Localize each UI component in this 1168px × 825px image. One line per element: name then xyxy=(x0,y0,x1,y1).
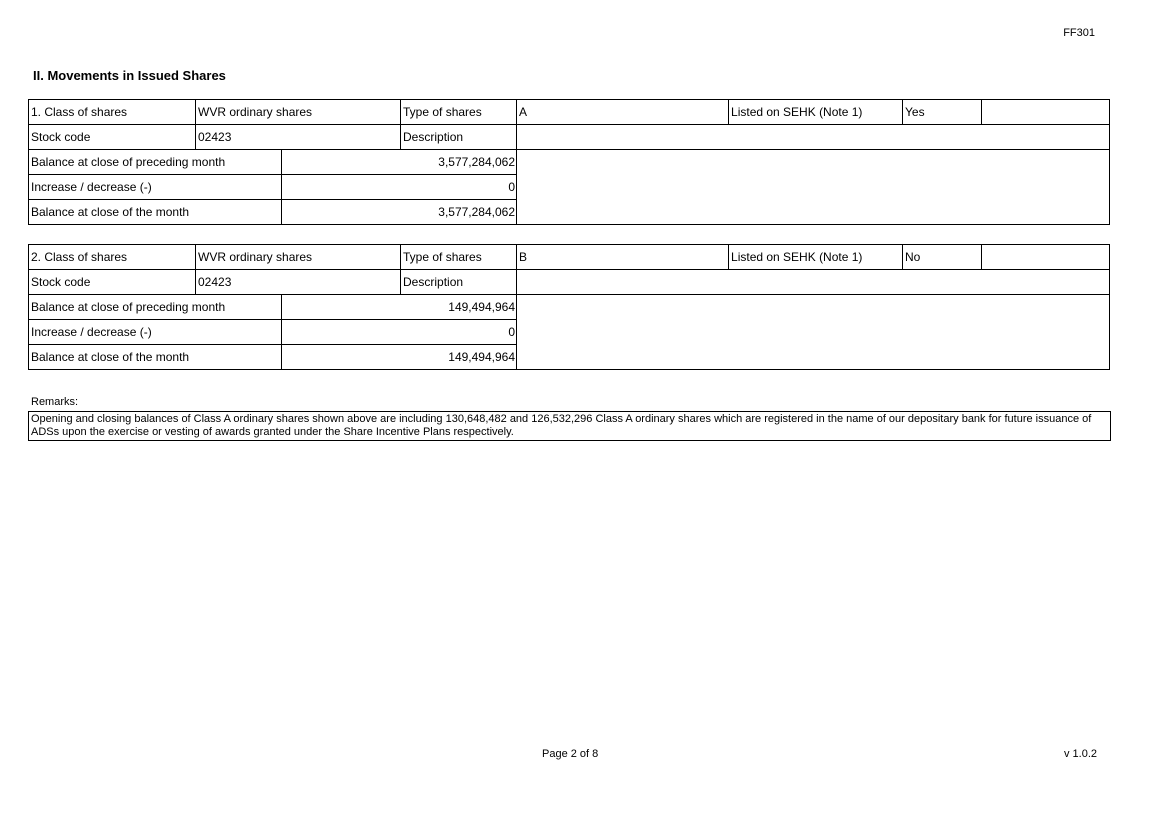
balance-preceding-value: 3,577,284,062 xyxy=(282,150,517,175)
type-value: A xyxy=(517,100,729,125)
increase-decrease-label: Increase / decrease (-) xyxy=(29,320,282,345)
balance-preceding-row xyxy=(29,150,1110,175)
stock-code-label: Stock code xyxy=(29,270,196,295)
balance-preceding-row xyxy=(29,295,1110,320)
page-number: Page 2 of 8 xyxy=(542,748,599,760)
form-code: FF301 xyxy=(1063,27,1095,39)
blank-area xyxy=(517,150,1110,225)
balance-close-label: Balance at close of the month xyxy=(29,345,282,370)
type-value: B xyxy=(517,245,729,270)
increase-decrease-value: 0 xyxy=(282,175,517,200)
version-label: v 1.0.2 xyxy=(1063,748,1097,760)
description-label: Description xyxy=(401,270,517,295)
stock-code-value: 02423 xyxy=(196,270,401,295)
remarks-label: Remarks: xyxy=(31,396,79,408)
balance-preceding-label: Balance at close of preceding month xyxy=(29,295,282,320)
balance-close-value: 3,577,284,062 xyxy=(282,200,517,225)
blank-area xyxy=(517,295,1110,370)
description-value xyxy=(517,125,1110,150)
class-value: WVR ordinary shares xyxy=(196,100,401,125)
remarks-text: Opening and closing balances of Class A ordinary shares shown above are including 130,648,482 and 126,532,296 Class A ordinary shares which are registered in the name of our depositary bank for future issuance of ADSs upon the exercise or vesting of awards granted under the Share Incentive Plans respectively. xyxy=(28,411,1111,441)
blank-cell xyxy=(982,100,1110,125)
increase-decrease-value: 0 xyxy=(282,320,517,345)
stock-code-row xyxy=(29,270,1110,295)
increase-decrease-label: Increase / decrease (-) xyxy=(29,175,282,200)
listed-value: Yes xyxy=(903,100,982,125)
listed-value: No xyxy=(903,245,982,270)
class-label: 2. Class of shares xyxy=(29,245,196,270)
class-row xyxy=(29,245,1110,270)
balance-preceding-label: Balance at close of preceding month xyxy=(29,150,282,175)
share-class-table-1 xyxy=(28,99,1110,225)
listed-label: Listed on SEHK (Note 1) xyxy=(729,245,903,270)
section-title: II. Movements in Issued Shares xyxy=(33,68,226,83)
balance-close-value: 149,494,964 xyxy=(282,345,517,370)
type-label: Type of shares xyxy=(401,100,517,125)
class-value: WVR ordinary shares xyxy=(196,245,401,270)
stock-code-row xyxy=(29,125,1110,150)
listed-label: Listed on SEHK (Note 1) xyxy=(729,100,903,125)
stock-code-value: 02423 xyxy=(196,125,401,150)
type-label: Type of shares xyxy=(401,245,517,270)
class-label: 1. Class of shares xyxy=(29,100,196,125)
blank-cell xyxy=(982,245,1110,270)
class-row xyxy=(29,100,1110,125)
description-label: Description xyxy=(401,125,517,150)
balance-preceding-value: 149,494,964 xyxy=(282,295,517,320)
stock-code-label: Stock code xyxy=(29,125,196,150)
share-class-table-2 xyxy=(28,244,1110,370)
balance-close-label: Balance at close of the month xyxy=(29,200,282,225)
description-value xyxy=(517,270,1110,295)
